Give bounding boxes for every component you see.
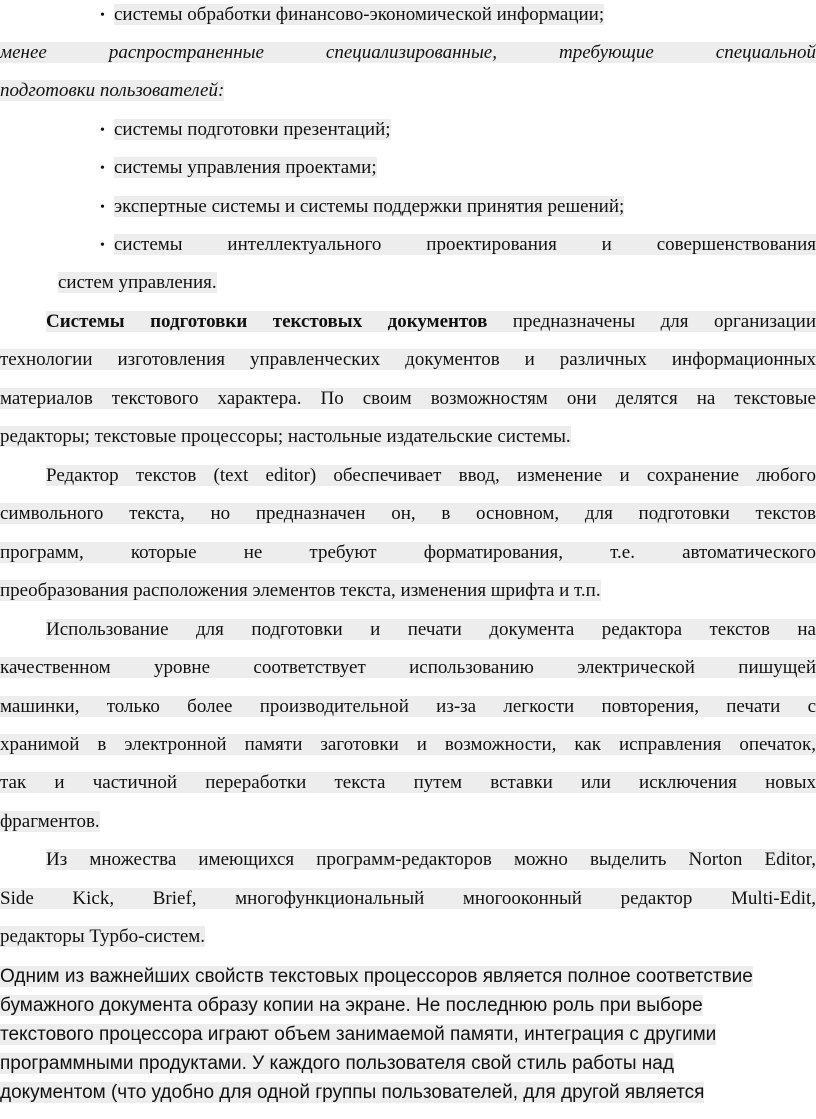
paragraph-line <box>0 384 816 414</box>
bullet-icon: • <box>100 8 105 23</box>
text: редакторы; текстовые процессоры; настольные издательские системы. <box>0 426 571 447</box>
list-item-text: системы интеллектуального проектирования и совершенствования <box>114 234 816 255</box>
paragraph-line <box>0 653 816 683</box>
list-item-text: системы подготовки презентаций; <box>114 119 391 140</box>
paragraph-line <box>0 538 816 568</box>
text: так и частичной переработки текста путем вставки или исключения новых <box>0 772 816 793</box>
text: преобразования расположения элементов текста, изменения шрифта и т.п. <box>0 580 601 601</box>
paragraph-line <box>0 1021 716 1048</box>
text: программ, которые не требуют форматирования, т.е. автоматического <box>0 542 816 563</box>
paragraph-line <box>0 992 703 1019</box>
paragraph-line <box>0 38 816 68</box>
bullet-icon: • <box>100 238 105 253</box>
text: материалов текстового характера. По своим возможностям они делятся на текстовые <box>0 388 816 409</box>
paragraph-line <box>0 922 205 952</box>
text: редакторы Турбо-систем. <box>0 926 206 947</box>
paragraph-line <box>0 768 816 798</box>
list-item <box>100 192 624 223</box>
paragraph-line <box>0 499 816 529</box>
paragraph-line <box>0 692 816 722</box>
text: текстового процессора играют объем занимаемой памяти, интеграция с другими <box>0 1024 717 1045</box>
text: символьного текста, но предназначен он, в основном, для подготовки текстов <box>0 503 816 524</box>
text: хранимой в электронной памяти заготовки и возможности, как исправления опечаток, <box>0 734 816 755</box>
paragraph-line <box>0 1079 704 1106</box>
list-item-text: систем управления. <box>58 272 217 293</box>
paragraph-line <box>0 76 224 106</box>
list-item <box>100 230 816 261</box>
bullet-icon: • <box>100 200 105 215</box>
text: Одним из важнейших свойств текстовых процессоров является полное соответствие <box>0 966 753 987</box>
paragraph-line <box>46 845 816 875</box>
paragraph-line <box>46 461 816 491</box>
text: документом (что удобно для одной группы пользователей, для другой является <box>0 1082 705 1103</box>
text: фрагментов. <box>0 811 100 832</box>
paragraph-line <box>0 963 753 990</box>
text: Использование для подготовки и печати документа редактора текстов на <box>46 619 816 640</box>
list-item-text: экспертные системы и системы поддержки принятия решений; <box>114 196 625 217</box>
text: качественном уровне соответствует использованию электрической пишущей <box>0 657 816 678</box>
bullet-icon: • <box>100 123 105 138</box>
text: Side Kick, Brief, многофункциональный многооконный редактор Multi-Edit, <box>0 888 816 909</box>
list-item <box>100 0 604 31</box>
text: программными продуктами. У каждого пользователя свой стиль работы над <box>0 1053 674 1074</box>
list-item-text: системы обработки финансово-экономической информации; <box>114 4 605 25</box>
text: Из множества имеющихся программ-редакторов можно выделить Norton Editor, <box>46 849 816 870</box>
text: предназначены для организации <box>487 311 816 332</box>
text: машинки, только более производительной из-за легкости повторения, печати с <box>0 696 816 717</box>
paragraph-line <box>0 1050 674 1077</box>
paragraph-line <box>46 615 816 645</box>
list-item <box>100 153 377 184</box>
italic-text: менее распространенные специализированные, требующие специальной <box>0 42 816 63</box>
text: технологии изготовления управленческих документов и различных информационных <box>0 349 816 370</box>
text: бумажного документа образу копии на экране. Не последнюю роль при выборе <box>0 995 703 1016</box>
text: Редактор текстов (text editor) обеспечивает ввод, изменение и сохранение любого <box>46 465 816 486</box>
paragraph-line <box>0 730 816 760</box>
list-item <box>100 115 391 146</box>
paragraph-line <box>0 807 100 837</box>
bold-term: Системы подготовки текстовых документов <box>46 311 488 332</box>
paragraph-line <box>0 884 816 914</box>
list-item-text: системы управления проектами; <box>114 157 377 178</box>
paragraph-line <box>0 345 816 375</box>
paragraph-line <box>0 422 571 452</box>
bullet-icon: • <box>100 161 105 176</box>
paragraph-line <box>46 307 816 337</box>
italic-text: подготовки пользователей: <box>0 80 225 101</box>
paragraph-line <box>0 576 601 606</box>
list-item-continuation <box>58 268 217 298</box>
